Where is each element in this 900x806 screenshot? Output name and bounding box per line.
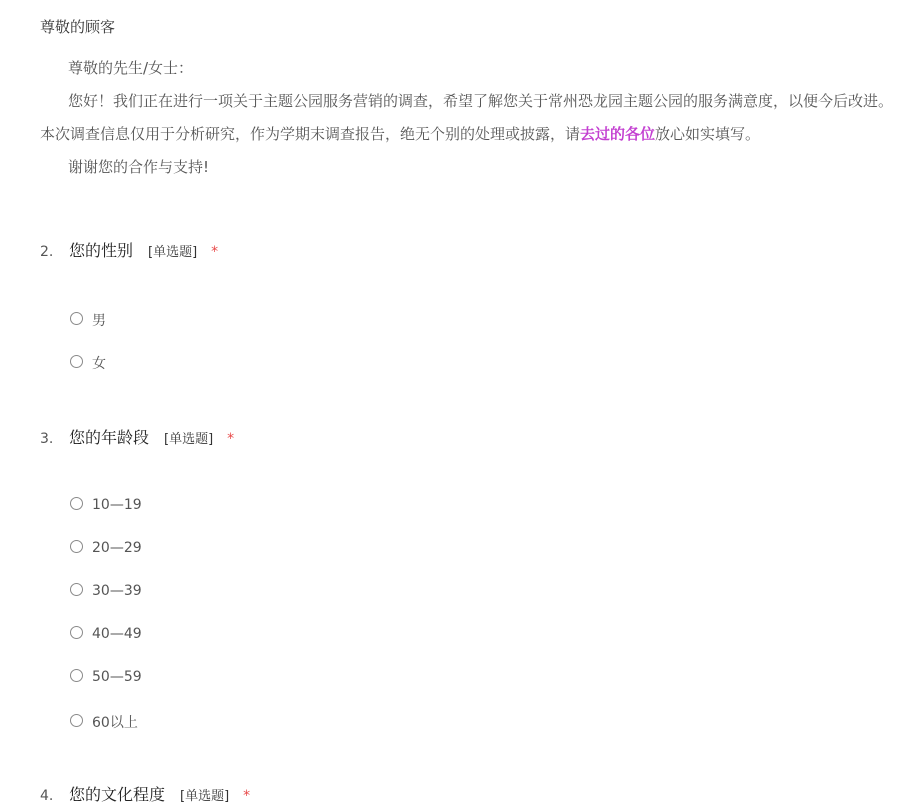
option-label: 60以上 xyxy=(92,715,138,731)
option-age-60-plus[interactable] xyxy=(70,712,138,732)
option-age-40-49[interactable] xyxy=(70,626,142,642)
question-title: 您的性别 xyxy=(69,241,134,260)
intro-body-text: 您好！我们正在进行一项关于主题公园服务营销的调查，希望了解您关于常州恐龙园主题公园的服务满意度，以便今后改进。本次调查信息仅用于分析研究，作为学期末调查报告，绝无个别的处理或披露，请 xyxy=(40,92,894,143)
required-marker: * xyxy=(211,244,219,260)
intro-body-end: 放心如实填写。 xyxy=(655,125,761,143)
option-label: 40—49 xyxy=(92,626,142,642)
option-label: 男 xyxy=(92,313,106,329)
required-marker: * xyxy=(227,431,235,447)
question-number: 4. xyxy=(40,788,54,804)
question-type-label: [单选题] xyxy=(148,245,198,260)
intro-thanks: 谢谢您的合作与支持! xyxy=(68,158,210,176)
question-type-label: [单选题] xyxy=(164,432,214,447)
intro-highlight: 去过的各位 xyxy=(580,125,656,143)
question-number: 3. xyxy=(40,431,54,447)
question-number: 2. xyxy=(40,244,54,260)
question-education xyxy=(40,782,250,806)
radio-button-icon[interactable] xyxy=(70,497,83,510)
intro-greeting: 尊敬的先生/女士： xyxy=(68,59,194,77)
radio-button-icon[interactable] xyxy=(70,583,83,596)
radio-button-icon[interactable] xyxy=(70,714,83,727)
option-age-10-19[interactable] xyxy=(70,497,142,513)
question-title: 您的文化程度 xyxy=(69,785,166,804)
option-label: 女 xyxy=(92,356,106,372)
option-age-50-59[interactable] xyxy=(70,669,142,685)
option-gender-male[interactable] xyxy=(70,310,106,330)
option-label: 50—59 xyxy=(92,669,142,685)
question-title: 您的年龄段 xyxy=(69,428,150,447)
intro-body xyxy=(40,85,900,151)
survey-intro xyxy=(40,52,900,184)
option-label: 20—29 xyxy=(92,540,142,556)
required-marker: * xyxy=(243,788,251,804)
radio-button-icon[interactable] xyxy=(70,355,83,368)
question-title-row xyxy=(40,782,250,806)
question-age xyxy=(40,425,234,449)
radio-button-icon[interactable] xyxy=(70,540,83,553)
radio-button-icon[interactable] xyxy=(70,626,83,639)
radio-button-icon[interactable] xyxy=(70,312,83,325)
option-label: 10—19 xyxy=(92,497,142,513)
option-age-30-39[interactable] xyxy=(70,583,142,599)
question-gender xyxy=(40,238,218,262)
question-title-row xyxy=(40,425,234,449)
question-type-label: [单选题] xyxy=(180,789,230,804)
radio-button-icon[interactable] xyxy=(70,669,83,682)
option-label: 30—39 xyxy=(92,583,142,599)
question-title-row xyxy=(40,238,218,262)
survey-heading: 尊敬的顾客 xyxy=(40,18,116,36)
option-age-20-29[interactable] xyxy=(70,540,142,556)
option-gender-female[interactable] xyxy=(70,353,106,373)
